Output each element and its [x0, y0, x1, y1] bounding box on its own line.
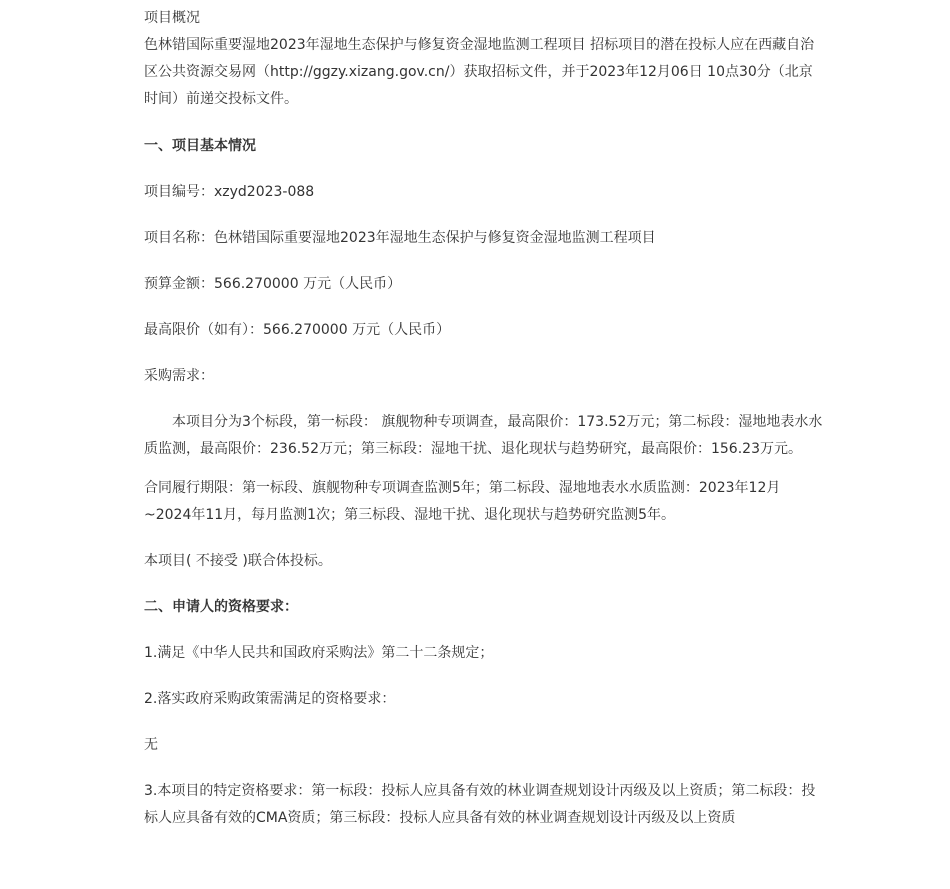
qualification-item-3: 3.本项目的特定资格要求：第一标段：投标人应具备有效的林业调查规划设计丙级及以上资质；第二标段：投标人应具备有效的CMA资质；第三标段：投标人应具备有效的林业调查规划设计丙级及以上资质 [144, 783, 816, 826]
overview-title: 项目概况 [144, 10, 200, 26]
budget-amount: 预算金额：566.270000 万元（人民币） [144, 276, 402, 292]
procurement-demand-label: 采购需求： [144, 368, 214, 384]
qualification-item-2: 2.落实政府采购政策需满足的资格要求： [144, 691, 396, 707]
overview-body-suffix: ）获取招标文件，并于2023年12月06日 10点30分（北京时间）前递交投标文件。 [144, 64, 813, 107]
announcement-document [144, 5, 824, 851]
qualification-item-1: 1.满足《中华人民共和国政府采购法》第二十二条规定； [144, 645, 494, 661]
qualification-item-2-value: 无 [144, 737, 158, 753]
contract-period: 合同履行期限：第一标段、旗舰物种专项调查监测5年；第二标段、湿地地表水水质监测：2023年12月~2024年11月，每月监测1次；第三标段、湿地干扰、退化现状与趋势研究监测5年。 [144, 480, 781, 523]
procurement-demand-text: 本项目分为3个标段，第一标段： 旗舰物种专项调查，最高限价：173.52万元；第二标段：湿地地表水水质监测，最高限价：236.52万元；第三标段：湿地干扰、退化现状与趋势研究，最高限价：156.23万元。 [144, 414, 823, 457]
section-2-title: 二、申请人的资格要求： [144, 599, 298, 615]
consortium-note: 本项目( 不接受 )联合体投标。 [144, 553, 332, 569]
project-name: 项目名称：色林错国际重要湿地2023年湿地生态保护与修复资金湿地监测工程项目 [144, 230, 656, 246]
project-number: 项目编号：xzyd2023-088 [144, 184, 315, 200]
overview-body [144, 32, 824, 113]
trading-site-link[interactable]: http://ggzy.xizang.gov.cn/ [270, 64, 450, 80]
section-1-title: 一、项目基本情况 [144, 138, 256, 154]
max-price: 最高限价（如有）：566.270000 万元（人民币） [144, 322, 451, 338]
overview-body-prefix: 色林错国际重要湿地2023年湿地生态保护与修复资金湿地监测工程项目 招标项目的潜在投标人应在西藏自治区公共资源交易网（ [144, 37, 815, 80]
